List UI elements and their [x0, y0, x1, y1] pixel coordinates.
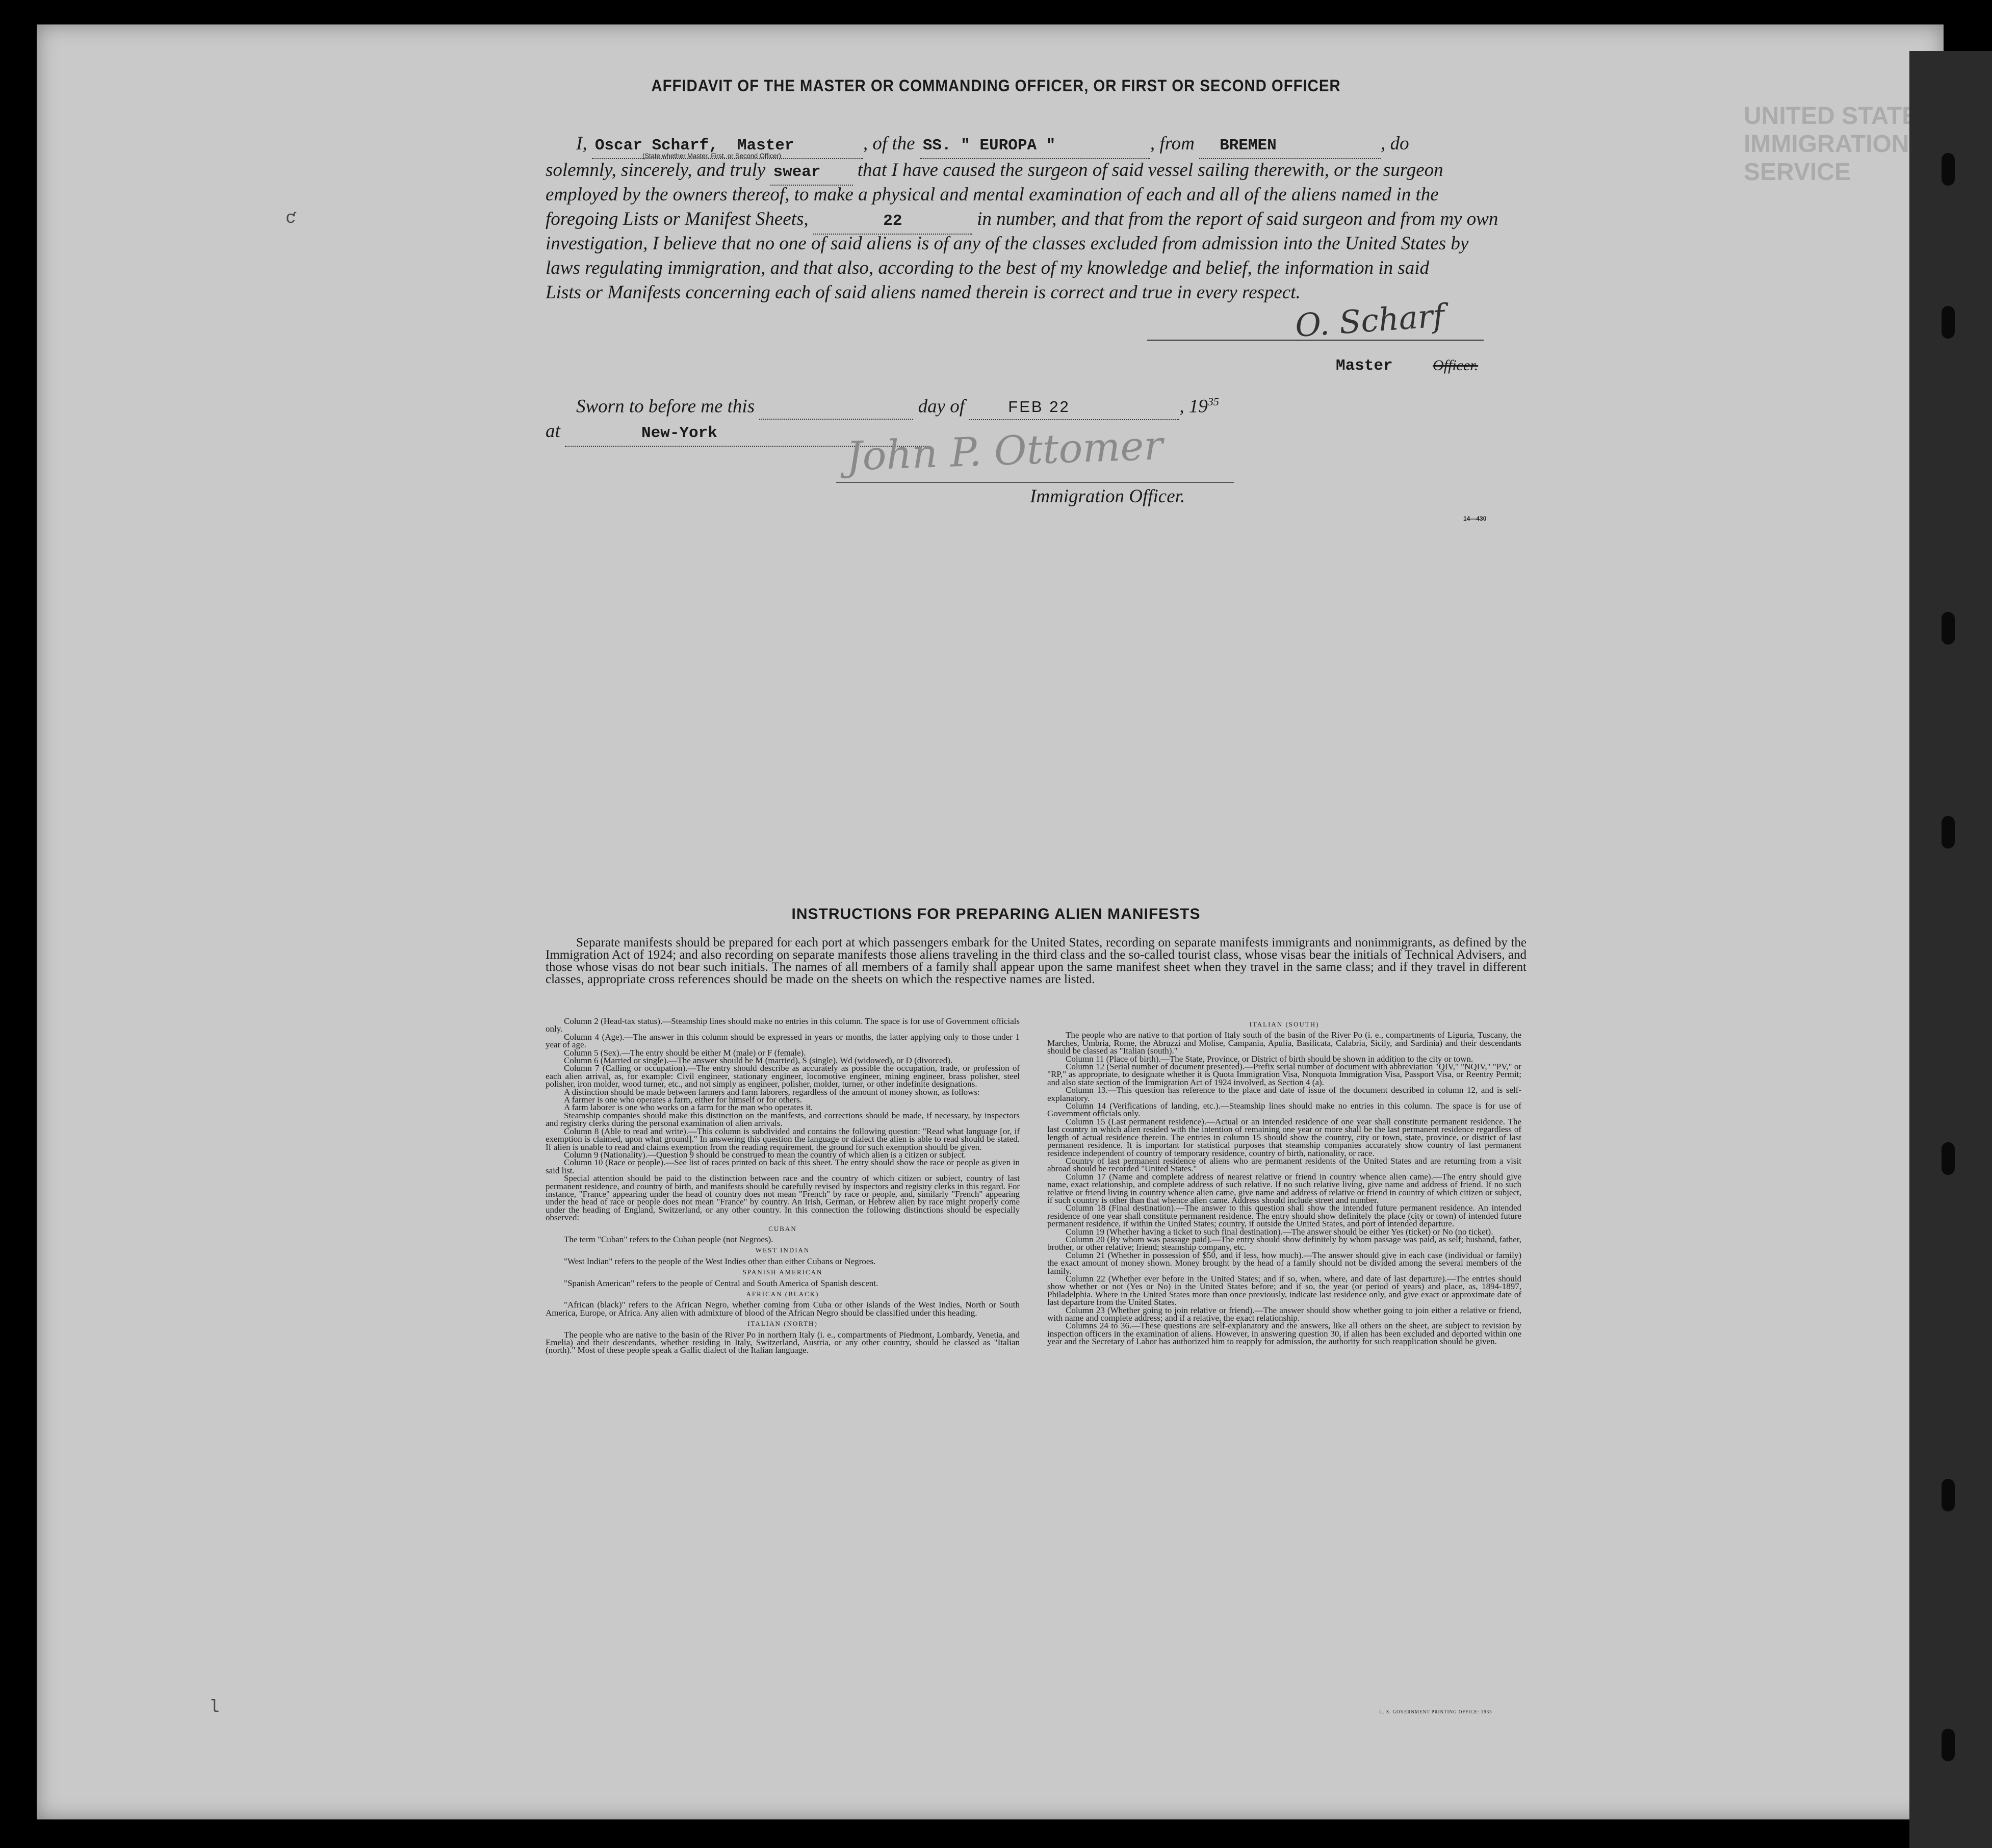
rank-note: (State whether Master, First, or Second Officer) — [642, 152, 782, 160]
bleed-through-text: UNITED STATES IMMIGRATION SERVICE — [1744, 102, 1935, 186]
officer-title: Immigration Officer. — [1030, 486, 1185, 507]
punch-hole — [1942, 1479, 1955, 1511]
instruction-paragraph: Column 20 (By whom was passage paid).—The entry should show definitely by whom passage was paid, as self; husband, father, brother, or other relative; friend; steamship company, etc. — [1047, 1234, 1521, 1252]
ship-name-field: SS. " EUROPA " — [920, 134, 1150, 159]
instructions-intro: Separate manifests should be prepared for each port at which passengers embark for the United States, recording on separate manifests immigrants and nonimmigrants, as defined by the Immigration Act of 1924; and also recording on separate manifests those aliens traveling in the third class and the so-called tourist class, whose visas bear the initials of Technical Advisers, and those whose visas do not bear such initials. The names of all members of a family shall appear upon the same manifest sheet when they travel in the same class; and if they travel in different classes, appropriate cross references should be made on the sheets on which the respective names are listed. — [546, 936, 1527, 986]
margin-mark: ƈ — [286, 209, 296, 228]
instruction-paragraph: Steamship companies should make this distinction on the manifests, and corrections should be made, if necessary, by inspectors and registry clerks during the personal examination of alien arrivals. — [546, 1110, 1020, 1128]
instruction-paragraph: "African (black)" refers to the African Negro, whether coming from Cuba or other islands of the West Indies, North or South America, Europe, or Africa. Any alien with admixture of blood of the African Negro should be classified under this heading. — [546, 1300, 1020, 1318]
instruction-paragraph: Column 21 (Whether in possession of $50, and if less, how much).—The answer should give in each case (individual or family) the exact amount of money shown. Money brought by the head of a family should not be divided among the several members of the family. — [1047, 1250, 1521, 1276]
affidavit-line-7: Lists or Manifests concerning each of said aliens named therein is correct and true in every respect. — [546, 282, 1301, 303]
text: , 19 — [1179, 396, 1208, 417]
section-heading: SPANISH AMERICAN — [742, 1268, 823, 1276]
instruction-paragraph: Column 5 (Sex).—The entry should be either M (male) or F (female). — [564, 1047, 806, 1058]
section-heading: AFRICAN (BLACK) — [746, 1290, 819, 1298]
master-signature: O. Scharf — [1293, 296, 1446, 345]
instruction-paragraph: Column 19 (Whether having a ticket to such final destination).—The answer should be either Yes (ticket) or No (no ticket). — [1066, 1226, 1493, 1237]
instruction-paragraph: Columns 24 to 36.—These questions are self-explanatory and the answers, like all others on the sheet, are subject to revision by inspection officers in the examination of aliens. However, in answering question 30, if alien has been excluded and deported within one year and the Secretary of Labor has authorized him to reapply for admission, the authority for such reapplication should be given. — [1047, 1321, 1521, 1347]
text: I, — [576, 133, 587, 154]
section-heading: WEST INDIAN — [755, 1246, 810, 1254]
section-heading: ITALIAN (NORTH) — [747, 1320, 818, 1328]
instruction-paragraph: Column 8 (Able to read and write).—This column is subdivided and contains the following question: "Read what language [or, if exemption is claimed, upon what ground]." In answering this question the language or dialect the alien is able to read should be stated. If alien is unable to read and claims exemption from the reading requirement, the ground for such exemption should be given. — [546, 1126, 1020, 1152]
departure-port-field: BREMEN — [1199, 134, 1381, 159]
punch-hole — [1942, 1142, 1955, 1175]
instruction-paragraph: Column 11 (Place of birth).—The State, Province, or District of birth should be shown in addition to the city or town. — [1066, 1054, 1473, 1064]
instruction-paragraph: A distinction should be made between farmers and farm laborers, regardless of the amount of money shown, as follows: — [564, 1087, 980, 1097]
instruction-paragraph: Column 9 (Nationality).—Question 9 should be construed to mean the country of which alien is a citizen or subject. — [564, 1149, 966, 1160]
printer-imprint: U. S. GOVERNMENT PRINTING OFFICE: 1933 — [1379, 1709, 1492, 1714]
section-heading: ITALIAN (SOUTH) — [1249, 1020, 1320, 1028]
text: solemnly, sincerely, and truly — [546, 160, 766, 181]
instruction-paragraph: Column 13.—This question has reference to the place and date of issue of the document described in column 12, and is self-explanatory. — [1047, 1085, 1521, 1103]
instructions-title: INSTRUCTIONS FOR PREPARING ALIEN MANIFESTS — [791, 906, 1201, 922]
sworn-place-field: New-York — [565, 421, 930, 447]
sworn-line — [576, 390, 1341, 420]
instruction-paragraph: The term "Cuban" refers to the Cuban people (not Negroes). — [564, 1234, 773, 1244]
punch-hole — [1942, 306, 1955, 339]
instruction-paragraph: Column 22 (Whether ever before in the United States; and if so, when, where, and date of last departure).—The entries should show whether or not (Yes or No) in the United States before; and if so, the year (or period of years) and place, as, 1894-1897, Philadelphia. Where in the United States more than once previously, indicate last residence only, and give exact or approximate date of last departure from the United States. — [1047, 1274, 1521, 1307]
instruction-paragraph: A farmer is one who operates a farm, either for himself or for others. — [564, 1095, 802, 1105]
instruction-paragraph: Column 6 (Married or single).—The answer should be M (married), S (single), Wd (widowed), or D (divorced). — [564, 1056, 953, 1066]
instruction-paragraph: Column 23 (Whether going to join relative or friend).—The answer should show whether going to join either a relative or friend, with name and complete address; and if a relative, the exact relationship. — [1047, 1305, 1521, 1323]
instruction-paragraph: Country of last permanent residence of aliens who are permanent residents of the United States and are returning from a visit abroad should be recorded "United States." — [1047, 1156, 1521, 1174]
text: , do — [1381, 133, 1409, 154]
instruction-paragraph: Column 14 (Verifications of landing, etc.).—Steamship lines should make no entries in this column. The space is for use of Government officials only. — [1047, 1101, 1521, 1119]
instruction-paragraph: The people who are native to that portion of Italy south of the basin of the River Po (i. e., compartments of Liguria, Tuscany, the Marches, Umbria, Rome, the Abruzzi and Molise, Campania, Apulia, Basilicata, Calabria, Sicily, and Sardinia) and their descendants should be classed as "Italian (south)." — [1047, 1030, 1521, 1056]
instruction-paragraph: Column 7 (Calling or occupation).—The entry should describe as accurately as possible the occupation, trade, or profession of each alien arrival, as, for example: Civil engineer, stationary engineer, locomotive engineer, mining engineer, brass polisher, steel polisher, iron molder, wood turner, etc., and not simply as engineer, polisher, molder, turner, or other indefinite designations. — [546, 1063, 1020, 1089]
text: Sworn to before me this — [576, 396, 755, 417]
instructions-right-column — [1047, 1017, 1521, 1346]
instruction-paragraph: Column 15 (Last permanent residence).—Actual or an intended residence of one year shall constitute permanent residence. The last country in which alien resided with the intention of remaining one year or more shall be the last permanent residence regardless of length of actual residence therein. The entries in column 15 should show the country, city or town, state, province, or district of last permanent residence. It is important for statistical purposes that steamship companies accurately show country of last permanent residence independent of country of temporary residence, country of birth, nationality, or race. — [1047, 1116, 1521, 1158]
affidavit-line-6: laws regulating immigration, and that also, according to the best of my knowledge and belief, the information in said — [546, 258, 1430, 278]
officer-signature-line — [836, 482, 1234, 483]
sworn-date-field: FEB 22 — [969, 394, 1179, 420]
oath-field: swear — [770, 160, 853, 186]
affidavit-line-5: investigation, I believe that no one of said aliens is of any of the classes excluded from admission into the United States by — [546, 233, 1469, 254]
instruction-paragraph: Column 12 (Serial number of document presented).—Prefix serial number of document with abbreviation "QIV," "NQIV," "PV," or "RP," as appropriate, to designate whether it is Quota Immigration Visa, Nonquota Immigration Visa, Passport Visa, or Reentry Permit; and also state section of the Immigration Act of 1924 involved, as Section 4 (a). — [1047, 1062, 1521, 1087]
text: , from — [1150, 133, 1195, 154]
instruction-paragraph: Column 10 (Race or people).—See list of races printed on back of this sheet. The entry should show the race or people as given in said list. — [546, 1158, 1020, 1175]
instruction-paragraph: "West Indian" refers to the people of the West Indies other than either Cubans or Negroes. — [564, 1256, 876, 1266]
instruction-paragraph: Column 18 (Final destination).—The answer to this question shall show the intended future permanent residence. An intended residence of one year shall constitute permanent residence. The entry should show definitely the place (city or town) of intended future permanent residence, if within the United States; country, if outside the United States, and port of intended departure. — [1047, 1203, 1521, 1229]
affidavit-title: AFFIDAVIT OF THE MASTER OR COMMANDING OFFICER, OR FIRST OR SECOND OFFICER — [651, 76, 1341, 95]
instructions-left-column — [546, 1017, 1020, 1354]
text: day of — [918, 396, 965, 417]
instruction-paragraph: A farm laborer is one who works on a farm for the man who operates it. — [564, 1102, 813, 1113]
form-number: 14—430 — [1463, 515, 1487, 522]
text: , of the — [863, 133, 915, 154]
text: in number, and that from the report of said surgeon and from my own — [977, 209, 1498, 229]
sworn-day-field — [759, 394, 913, 420]
margin-mark-bottom: l — [209, 1698, 220, 1717]
section-heading: CUBAN — [768, 1224, 797, 1233]
signature-line — [1147, 340, 1484, 341]
sheet-count-field: 22 — [813, 209, 972, 235]
text: at — [546, 421, 560, 442]
instruction-paragraph: Column 4 (Age).—The answer in this column should be expressed in years or months, the latter applying only to those under 1 year of age. — [546, 1032, 1020, 1050]
instruction-paragraph: Column 2 (Head-tax status).—Steamship lines should make no entries in this column. The space is for use of Government officials only. — [546, 1016, 1020, 1034]
immigration-officer-signature: John P. Ottomer — [845, 423, 1164, 480]
affidavit-line-4 — [546, 207, 1524, 235]
officer-name-field: Oscar Scharf, Master — [592, 134, 863, 159]
affidavit-line-3: employed by the owners thereof, to make a physical and mental examination of each and all of the aliens named in the — [546, 184, 1439, 205]
text: that I have caused the surgeon of said vessel sailing therewith, or the surgeon — [857, 160, 1443, 181]
punch-hole — [1942, 816, 1955, 849]
instruction-paragraph: Column 17 (Name and complete address of nearest relative or friend in country whence alien came).—The entry should give name, exact relationship, and complete address of such relative. If no such relative living, give name and address of friend. If no such relative or friend living in country whence alien came, give name and address of relative or friend in country of which citizen or subject, if such country is other than that whence alien came. Address should include street and number. — [1047, 1171, 1521, 1205]
instruction-paragraph: "Spanish American" refers to the people of Central and South America of Spanish descent. — [564, 1278, 878, 1288]
struck-officer-title: Officer. — [1433, 357, 1479, 374]
text: foregoing Lists or Manifest Sheets, — [546, 209, 809, 229]
punch-hole — [1942, 612, 1955, 645]
year-suffix: 35 — [1207, 395, 1219, 408]
instruction-paragraph: Special attention should be paid to the distinction between race and the country of which citizen or subject, country of last permanent residence, and country of birth, and manifests should be carefully revised by inspectors and registry clerks in this regard. For instance, "France" appearing under the head of country does not mean "French" by race or people, and, similarly "French" appearing under the head of race or people does not mean "France" by country. An Irish, German, or Hebrew alien by race might properly come under the heading of England, Switzerland, or any other country. In this connection the following distinctions should be especially observed: — [546, 1173, 1020, 1223]
signatory-title: Master — [1336, 357, 1393, 375]
instruction-paragraph: The people who are native to the basin of the River Po in northern Italy (i. e., compartments of Piedmont, Lombardy, Venetia, and Emelia) and their descendants, whether residing in Italy, Switzerland, Austria, or any other country, should be classed as "Italian (north)." Most of these people speak a Gallic dialect of the Italian language. — [546, 1329, 1020, 1355]
punch-hole — [1942, 1729, 1955, 1761]
affidavit-line-2 — [546, 158, 1524, 186]
